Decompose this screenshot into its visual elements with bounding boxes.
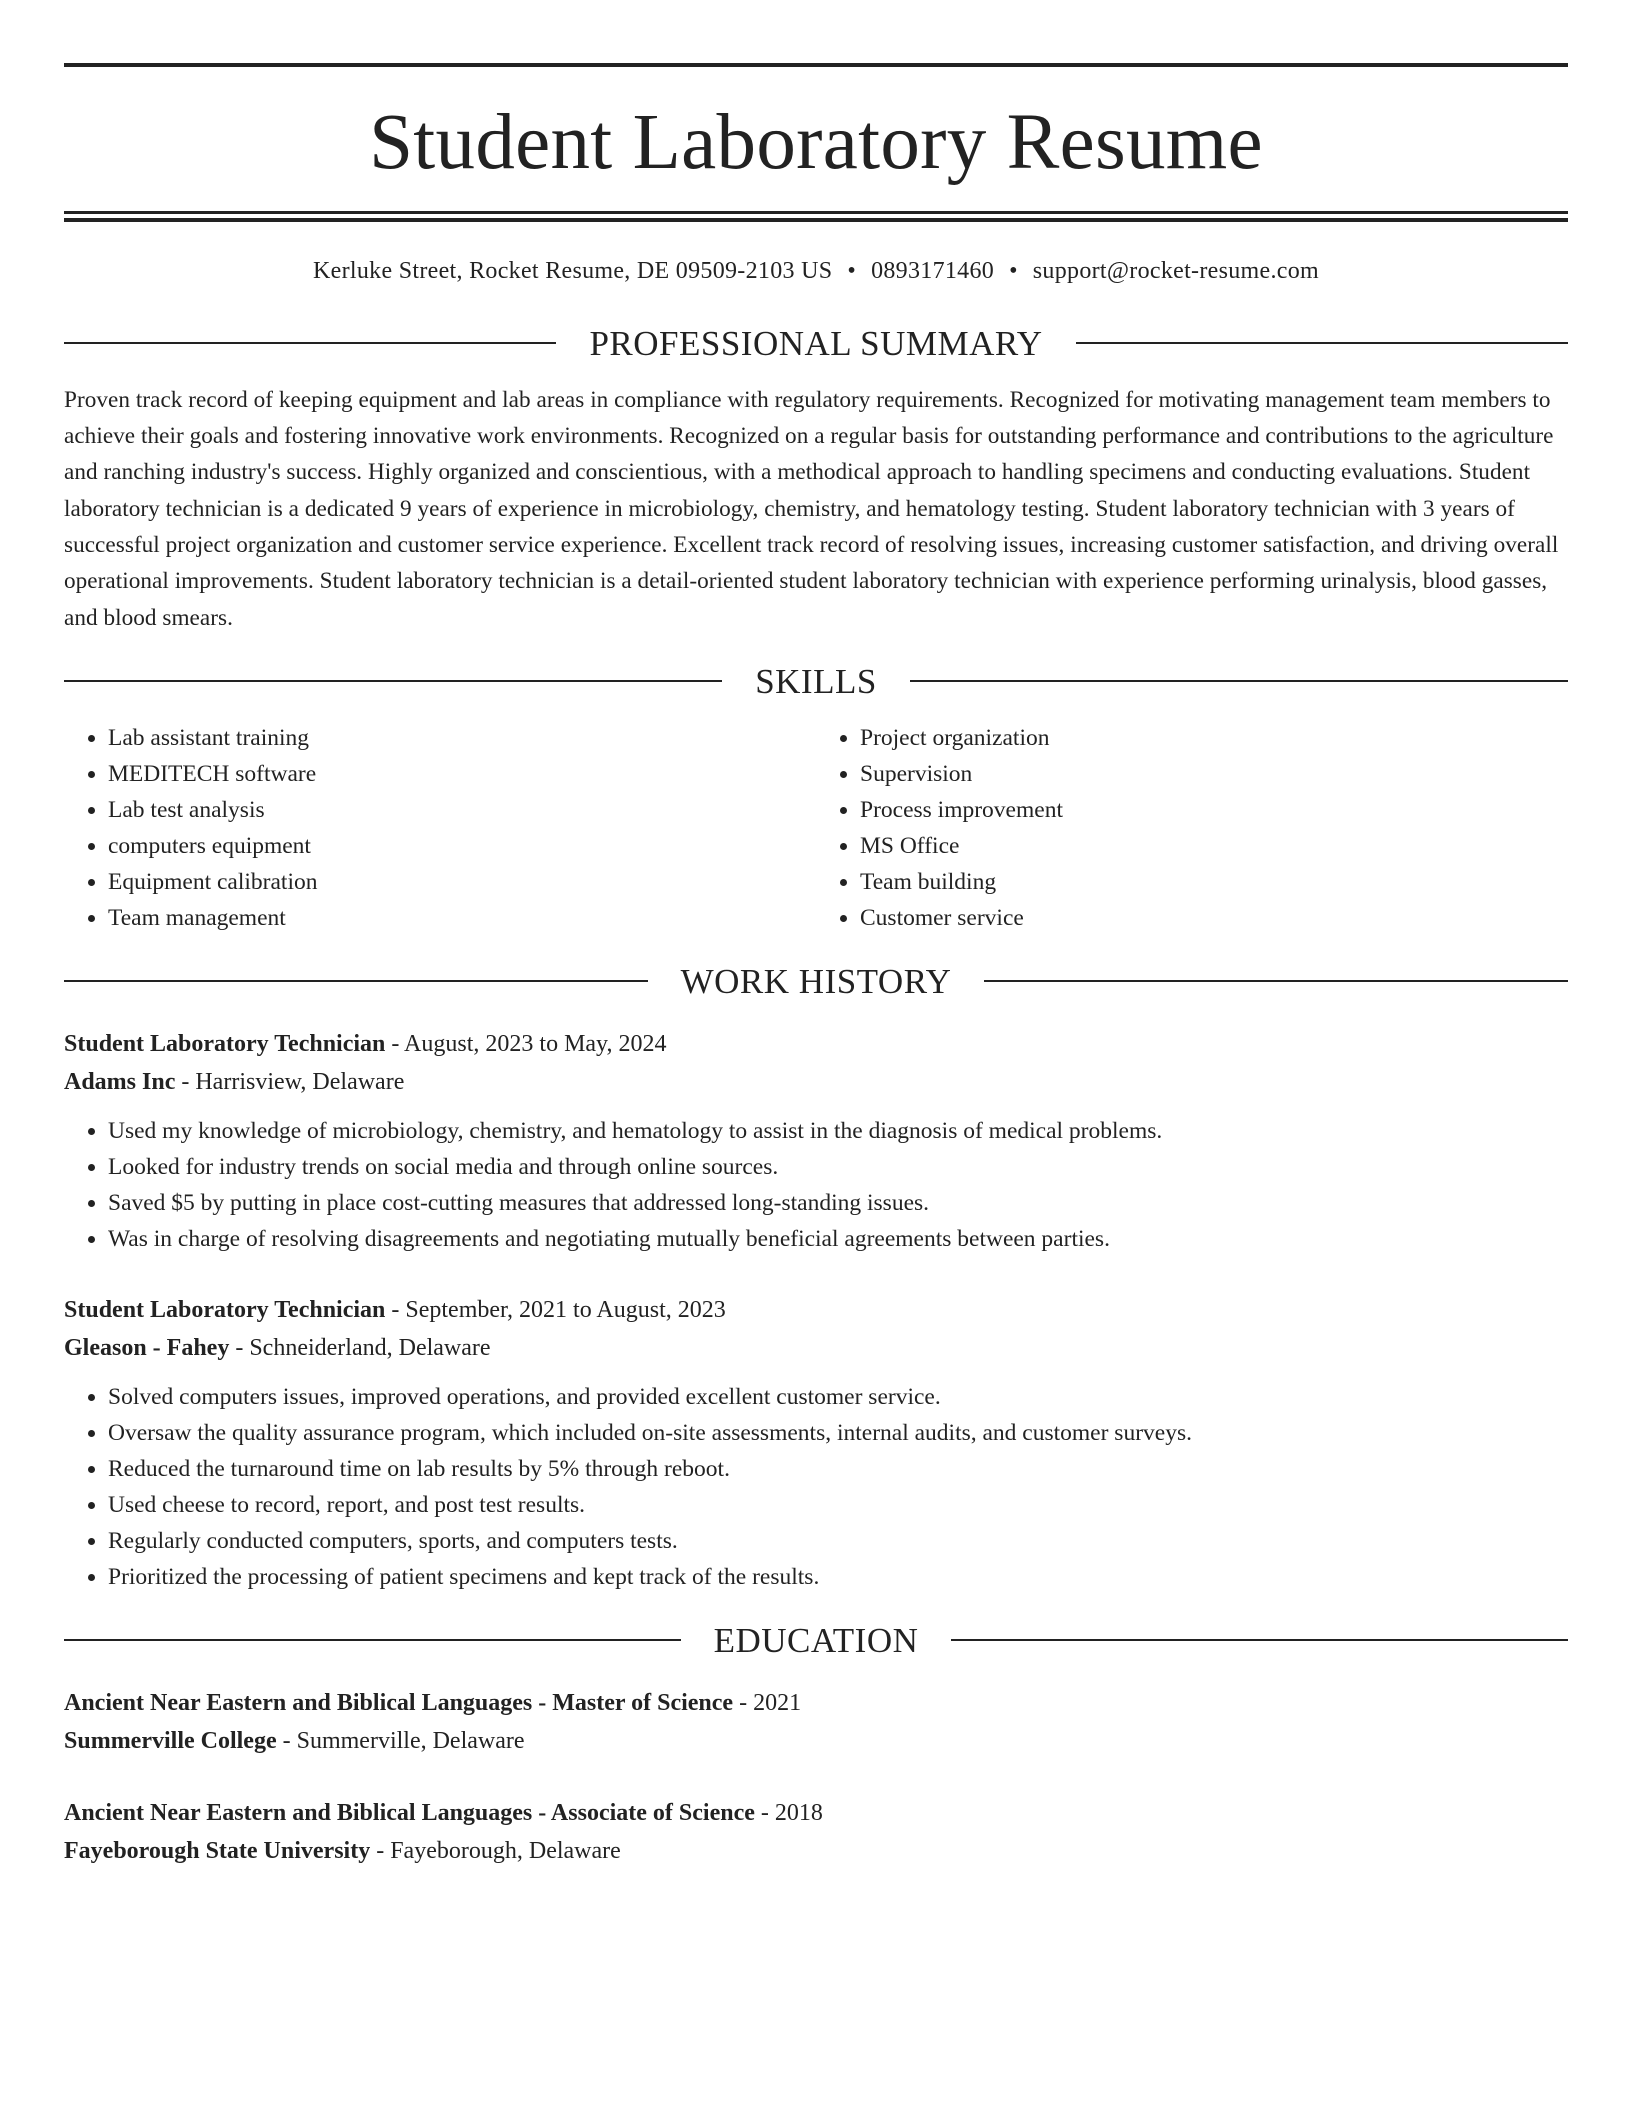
job-bullet: • Prioritized the processing of patient specimens and kept track of the results. [108,1559,1568,1595]
education-section-header [64,1620,1568,1660]
skill-item: • Team management [108,900,816,936]
contact-email: support@rocket-resume.com [1032,258,1319,284]
education-degree: Ancient Near Eastern and Biblical Languages - Associate of Science [64,1799,755,1826]
skills-column-left [64,720,816,936]
education-school: Fayeborough State University [64,1837,371,1864]
education-entry [64,1794,1568,1870]
divider-line [64,680,722,682]
education-location: - Summerville, Delaware [276,1727,525,1754]
work-section-header [64,961,1568,1001]
contact-separator: • [847,258,857,284]
divider-line [910,680,1568,682]
job-bullet: • Oversaw the quality assurance program, which included on-site assessments, internal audits, and customer surveys. [108,1415,1568,1451]
skill-item: • computers equipment [108,828,816,864]
education-degree-line [64,1684,1568,1722]
summary-heading: PROFESSIONAL SUMMARY [589,323,1043,363]
skill-item: • Lab test analysis [108,792,816,828]
summary-text: Proven track record of keeping equipment and lab areas in compliance with regulatory requirements. Recognized for motivating management team members to achieve their goals and fostering innovative work environments. Recognized on a regular basis for outstanding performance and contributions to the agriculture and ranching industry's success. Highly organized and conscientious, with a methodical approach to handling specimens and conducting evaluations. Student laboratory technician is a dedicated 9 years of experience in microbiology, chemistry, and hematology testing. Student laboratory technician with 3 years of successful project organization and customer service experience. Excellent track record of resolving issues, increasing customer satisfaction, and driving overall operational improvements. Student laboratory technician is a detail-oriented student laboratory technician with experience performing urinalysis, blood gasses, and blood smears. [64,386,1559,631]
education-entry [64,1684,1568,1760]
skills-list [64,720,1568,936]
work-heading: WORK HISTORY [680,961,952,1001]
title-double-rule [64,211,1568,222]
job-bullet: • Was in charge of resolving disagreements and negotiating mutually beneficial agreements between parties. [108,1221,1568,1257]
skills-column-right [816,720,1568,936]
job-entry [64,1025,1568,1257]
skill-item: • MEDITECH software [108,756,816,792]
job-company: Gleason - Fahey [64,1334,230,1361]
education-year: - 2021 [733,1689,802,1716]
education-school: Summerville College [64,1727,277,1754]
job-company-line [64,1063,1568,1101]
job-title: Student Laboratory Technician [64,1030,386,1057]
job-bullet: • Used cheese to record, report, and post test results. [108,1487,1568,1523]
divider-line [64,980,648,982]
skill-item: • Team building [860,864,1568,900]
skill-item: • Project organization [860,720,1568,756]
skill-item: • Equipment calibration [108,864,816,900]
divider-line [64,342,556,344]
job-location: - Harrisview, Delaware [175,1068,405,1095]
skill-item: • Customer service [860,900,1568,936]
job-title-line [64,1291,1568,1329]
contact-address: Kerluke Street, Rocket Resume, DE 09509-2103 US [313,258,833,284]
divider-line [64,1639,681,1641]
job-dates: - August, 2023 to May, 2024 [385,1030,667,1057]
resume-title: Student Laboratory Resume [369,99,1263,186]
skill-item: • MS Office [860,828,1568,864]
job-bullet: • Reduced the turnaround time on lab results by 5% through reboot. [108,1451,1568,1487]
job-bullets [64,1113,1568,1257]
contact-separator: • [1009,258,1018,284]
skills-section-header [64,661,1568,701]
job-bullet: • Saved $5 by putting in place cost-cutting measures that addressed long-standing issues. [108,1185,1568,1221]
job-location: - Schneiderland, Delaware [229,1334,491,1361]
top-rule [64,63,1568,67]
contact-phone: 0893171460 [871,258,995,284]
education-degree: Ancient Near Eastern and Biblical Languages - Master of Science [64,1689,734,1716]
education-school-line [64,1722,1568,1760]
job-title-line [64,1025,1568,1063]
job-bullets [64,1379,1568,1595]
job-bullet: • Solved computers issues, improved operations, and provided excellent customer service. [108,1379,1568,1415]
contact-line [64,257,1568,286]
divider-line [1076,342,1568,344]
education-heading: EDUCATION [713,1620,919,1660]
job-company-line [64,1329,1568,1367]
education-school-line [64,1832,1568,1870]
job-bullet: • Used my knowledge of microbiology, chemistry, and hematology to assist in the diagnosis of medical problems. [108,1113,1568,1149]
job-bullet: • Looked for industry trends on social media and through online sources. [108,1149,1568,1185]
job-company: Adams Inc [64,1068,176,1095]
education-location: - Fayeborough, Delaware [370,1837,621,1864]
skills-heading: SKILLS [755,661,877,701]
job-bullet: • Regularly conducted computers, sports, and computers tests. [108,1523,1568,1559]
education-degree-line [64,1794,1568,1832]
divider-line [984,980,1568,982]
summary-section-header [64,323,1568,363]
job-entry [64,1291,1568,1595]
skill-item: • Process improvement [860,792,1568,828]
skill-item: • Lab assistant training [108,720,816,756]
education-year: - 2018 [754,1799,823,1826]
skill-item: • Supervision [860,756,1568,792]
job-title: Student Laboratory Technician [64,1296,386,1323]
job-dates: - September, 2021 to August, 2023 [385,1296,726,1323]
divider-line [951,1639,1568,1641]
